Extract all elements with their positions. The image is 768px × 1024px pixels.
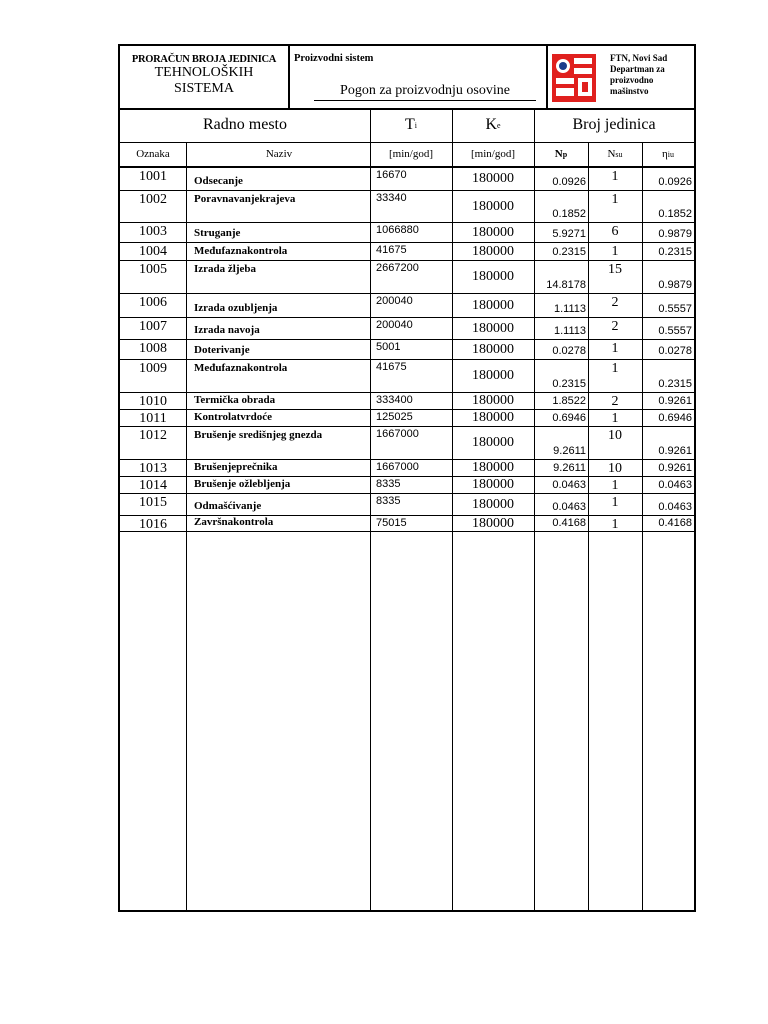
row-code: 1010 xyxy=(139,394,167,409)
sheet-header xyxy=(120,46,694,110)
table-row xyxy=(120,494,694,516)
row-np: 0.0463 xyxy=(552,479,586,491)
row-np-cell xyxy=(534,393,588,409)
row-np: 0.0278 xyxy=(552,345,586,357)
table-row xyxy=(120,460,694,477)
col-ke-unit: [min/god] xyxy=(471,148,515,160)
row-code: 1012 xyxy=(139,428,167,443)
row-eta: 0.0463 xyxy=(658,479,692,491)
col-ti-unit: [min/god] xyxy=(389,148,433,160)
row-ti: 1667000 xyxy=(376,461,419,473)
row-np-cell xyxy=(534,410,588,426)
org-line-3: proizvodno xyxy=(610,75,654,85)
row-eta-cell xyxy=(642,360,694,392)
table-row xyxy=(120,427,694,460)
row-name: Izrada ozubljenja xyxy=(194,302,278,314)
row-np: 1.1113 xyxy=(553,325,586,337)
row-ns: 1 xyxy=(611,169,619,184)
row-eta: 0.9261 xyxy=(658,462,692,474)
row-np-cell xyxy=(534,261,588,293)
row-name: Brušenjeprečnika xyxy=(194,461,278,473)
row-name-cell xyxy=(188,427,370,459)
row-eta-cell xyxy=(642,494,694,515)
row-eta-cell xyxy=(642,223,694,242)
row-name: Doterivanje xyxy=(194,344,250,356)
row-np: 0.4168 xyxy=(552,517,586,529)
system-block xyxy=(290,46,548,108)
org-name xyxy=(610,53,692,97)
row-name: Struganje xyxy=(194,227,241,239)
row-ti: 333400 xyxy=(376,394,413,406)
row-name-cell xyxy=(188,261,370,293)
row-ke: 180000 xyxy=(472,224,514,240)
org-line-2: Departman za xyxy=(610,64,665,74)
row-name-cell xyxy=(188,360,370,392)
row-np-cell xyxy=(534,460,588,476)
row-ns: 1 xyxy=(611,341,619,356)
row-code: 1009 xyxy=(139,361,167,376)
table-row xyxy=(120,168,694,191)
title-line-2: TEHNOLOŠKIH xyxy=(154,65,254,80)
row-np-cell xyxy=(534,294,588,317)
table-row xyxy=(120,360,694,393)
row-eta: 0.0463 xyxy=(658,501,692,513)
row-name-cell xyxy=(188,243,370,260)
row-eta-cell xyxy=(642,191,694,222)
row-ke: 180000 xyxy=(472,515,514,531)
row-eta-cell xyxy=(642,410,694,426)
ftn-logo-icon xyxy=(550,52,598,104)
row-np-cell xyxy=(534,191,588,222)
column-group-header xyxy=(120,108,694,143)
row-ke: 180000 xyxy=(472,198,514,214)
row-name-cell xyxy=(188,223,370,242)
system-value: Pogon za proizvodnju osovine xyxy=(314,82,536,101)
table-row xyxy=(120,516,694,532)
row-ke: 180000 xyxy=(472,341,514,357)
row-eta-cell xyxy=(642,477,694,493)
row-code: 1011 xyxy=(139,411,167,426)
row-ns: 1 xyxy=(611,244,619,259)
row-ns: 1 xyxy=(611,192,619,207)
row-eta: 0.4168 xyxy=(658,517,692,529)
row-eta-cell xyxy=(642,516,694,531)
row-eta: 0.9261 xyxy=(658,395,692,407)
row-name-cell xyxy=(188,191,370,222)
row-name: Kontrolatvrdoće xyxy=(194,411,273,423)
row-code: 1005 xyxy=(139,262,167,277)
row-eta: 0.2315 xyxy=(658,378,692,390)
row-ti: 5001 xyxy=(376,341,401,353)
row-ti: 41675 xyxy=(376,244,407,256)
table-row xyxy=(120,477,694,494)
row-eta: 0.9261 xyxy=(658,445,692,457)
org-block xyxy=(548,46,694,108)
row-ke: 180000 xyxy=(472,410,514,425)
table-row xyxy=(120,340,694,360)
table-row xyxy=(120,243,694,261)
row-name-cell xyxy=(188,410,370,426)
table-row xyxy=(120,393,694,410)
row-ns: 10 xyxy=(608,428,622,443)
col-naziv: Naziv xyxy=(265,148,293,160)
row-name: Izrada navoja xyxy=(194,324,260,336)
row-ke: 180000 xyxy=(472,496,514,512)
row-ns: 1 xyxy=(611,478,619,493)
row-np: 0.0463 xyxy=(552,501,586,513)
table-row xyxy=(120,261,694,294)
row-name: Međufaznakontrola xyxy=(194,245,288,257)
row-np-cell xyxy=(534,477,588,493)
row-name: Brušenje ožlebljenja xyxy=(194,478,291,490)
row-ke: 180000 xyxy=(472,460,514,475)
table-row xyxy=(120,294,694,318)
row-ns: 1 xyxy=(611,411,619,426)
table-row xyxy=(120,410,694,427)
row-np: 0.2315 xyxy=(552,246,586,258)
table-row xyxy=(120,223,694,243)
row-ns: 2 xyxy=(611,394,619,409)
row-np: 1.8522 xyxy=(552,395,586,407)
row-name: Međufaznakontrola xyxy=(194,362,288,374)
row-code: 1007 xyxy=(139,319,167,334)
row-np-cell xyxy=(534,516,588,531)
row-name-cell xyxy=(188,460,370,476)
row-ns: 1 xyxy=(611,517,619,532)
row-ke: 180000 xyxy=(472,297,514,313)
row-code: 1004 xyxy=(139,244,167,259)
row-eta-cell xyxy=(642,243,694,260)
row-eta-cell xyxy=(642,318,694,339)
row-name: Odsecanje xyxy=(194,175,243,187)
row-ns: 6 xyxy=(611,224,619,239)
row-np: 0.2315 xyxy=(552,378,586,390)
row-code: 1016 xyxy=(139,517,167,532)
row-eta: 0.1852 xyxy=(658,208,692,220)
row-eta: 0.9879 xyxy=(658,228,692,240)
row-np-cell xyxy=(534,494,588,515)
org-line-4: mašinstvo xyxy=(610,86,649,96)
row-eta-cell xyxy=(642,168,694,190)
row-ns: 2 xyxy=(611,319,619,334)
row-np-cell xyxy=(534,340,588,359)
row-ti: 1667000 xyxy=(376,428,419,440)
col-radno-mesto: Radno mesto xyxy=(203,116,287,133)
row-name: Brušenje središnjeg gnezda xyxy=(194,429,323,441)
title-block xyxy=(120,46,290,108)
row-name-cell xyxy=(188,477,370,493)
row-eta-cell xyxy=(642,427,694,459)
row-np-cell xyxy=(534,318,588,339)
row-ke: 180000 xyxy=(472,243,514,259)
row-np-cell xyxy=(534,243,588,260)
row-name-cell xyxy=(188,494,370,515)
title-line-1: PRORAČUN BROJA JEDINICA xyxy=(131,54,277,65)
row-name-cell xyxy=(188,318,370,339)
row-code: 1015 xyxy=(139,495,167,510)
row-ti: 8335 xyxy=(376,478,401,490)
row-code: 1006 xyxy=(139,295,167,310)
row-np-cell xyxy=(534,360,588,392)
row-eta: 0.6946 xyxy=(658,412,692,424)
col-np: N p xyxy=(554,148,568,160)
row-ke: 180000 xyxy=(472,477,514,492)
row-name: Poravnavanjekrajeva xyxy=(194,193,296,205)
row-name: Odmašćivanje xyxy=(194,500,262,512)
row-ke: 180000 xyxy=(472,320,514,336)
row-ti: 2667200 xyxy=(376,262,419,274)
row-ns: 1 xyxy=(611,361,619,376)
row-eta-cell xyxy=(642,460,694,476)
row-ti: 16670 xyxy=(376,169,407,181)
row-name-cell xyxy=(188,340,370,359)
system-label: Proizvodni sistem xyxy=(294,53,374,64)
row-code: 1008 xyxy=(139,341,167,356)
calculation-sheet xyxy=(118,44,696,912)
row-ns: 15 xyxy=(608,262,622,277)
row-code: 1002 xyxy=(139,192,167,207)
table-row xyxy=(120,318,694,340)
row-name-cell xyxy=(188,168,370,190)
row-np: 9.2611 xyxy=(553,462,586,474)
row-ke: 180000 xyxy=(472,269,514,284)
row-np: 5.9271 xyxy=(552,228,586,240)
row-eta-cell xyxy=(642,340,694,359)
row-ti: 41675 xyxy=(376,361,407,373)
col-ti: T i xyxy=(404,116,417,133)
row-ti: 200040 xyxy=(376,319,413,331)
row-ns: 2 xyxy=(611,295,619,310)
table-row xyxy=(120,191,694,223)
row-name: Izrada žljeba xyxy=(194,263,257,275)
row-eta: 0.0926 xyxy=(658,176,692,188)
row-np: 0.0926 xyxy=(552,176,586,188)
row-code: 1001 xyxy=(139,169,167,184)
row-name: Termička obrada xyxy=(194,394,276,406)
title-line-3: SISTEMA xyxy=(174,81,234,96)
row-ke: 180000 xyxy=(472,435,514,450)
row-ti: 33340 xyxy=(376,192,407,204)
row-ti: 75015 xyxy=(376,517,407,529)
row-ti: 200040 xyxy=(376,295,413,307)
row-ke: 180000 xyxy=(472,393,514,408)
row-np: 9.2611 xyxy=(553,445,586,457)
col-oznaka: Oznaka xyxy=(136,148,170,160)
row-eta-cell xyxy=(642,294,694,317)
row-np: 1.1113 xyxy=(553,303,586,315)
row-ke: 180000 xyxy=(472,368,514,383)
row-eta: 0.9879 xyxy=(658,279,692,291)
row-np-cell xyxy=(534,168,588,190)
row-ns: 10 xyxy=(608,461,622,476)
col-ns: N su xyxy=(607,148,623,160)
row-ti: 1066880 xyxy=(376,224,419,236)
row-np-cell xyxy=(534,427,588,459)
col-broj-jedinica: Broj jedinica xyxy=(572,116,656,133)
row-np: 0.6946 xyxy=(552,412,586,424)
row-name-cell xyxy=(188,393,370,409)
row-eta-cell xyxy=(642,261,694,293)
row-ti: 8335 xyxy=(376,495,401,507)
org-line-1: FTN, Novi Sad xyxy=(610,53,668,63)
row-eta: 0.2315 xyxy=(658,246,692,258)
row-ti: 125025 xyxy=(376,411,413,423)
column-header xyxy=(120,142,694,168)
row-ns: 1 xyxy=(611,495,619,510)
col-ke: K e xyxy=(485,116,501,133)
row-eta: 0.0278 xyxy=(658,345,692,357)
row-code: 1014 xyxy=(139,478,167,493)
table-body xyxy=(120,168,694,532)
row-code: 1003 xyxy=(139,224,167,239)
row-eta-cell xyxy=(642,393,694,409)
row-eta: 0.5557 xyxy=(658,303,692,315)
row-np-cell xyxy=(534,223,588,242)
row-np: 0.1852 xyxy=(552,208,586,220)
row-ke: 180000 xyxy=(472,171,514,186)
row-name-cell xyxy=(188,516,370,531)
row-eta: 0.5557 xyxy=(658,325,692,337)
col-eta: η iu xyxy=(662,148,674,160)
row-name-cell xyxy=(188,294,370,317)
row-np: 14.8178 xyxy=(546,279,586,291)
row-code: 1013 xyxy=(139,461,167,476)
row-name: Završnakontrola xyxy=(194,516,274,528)
